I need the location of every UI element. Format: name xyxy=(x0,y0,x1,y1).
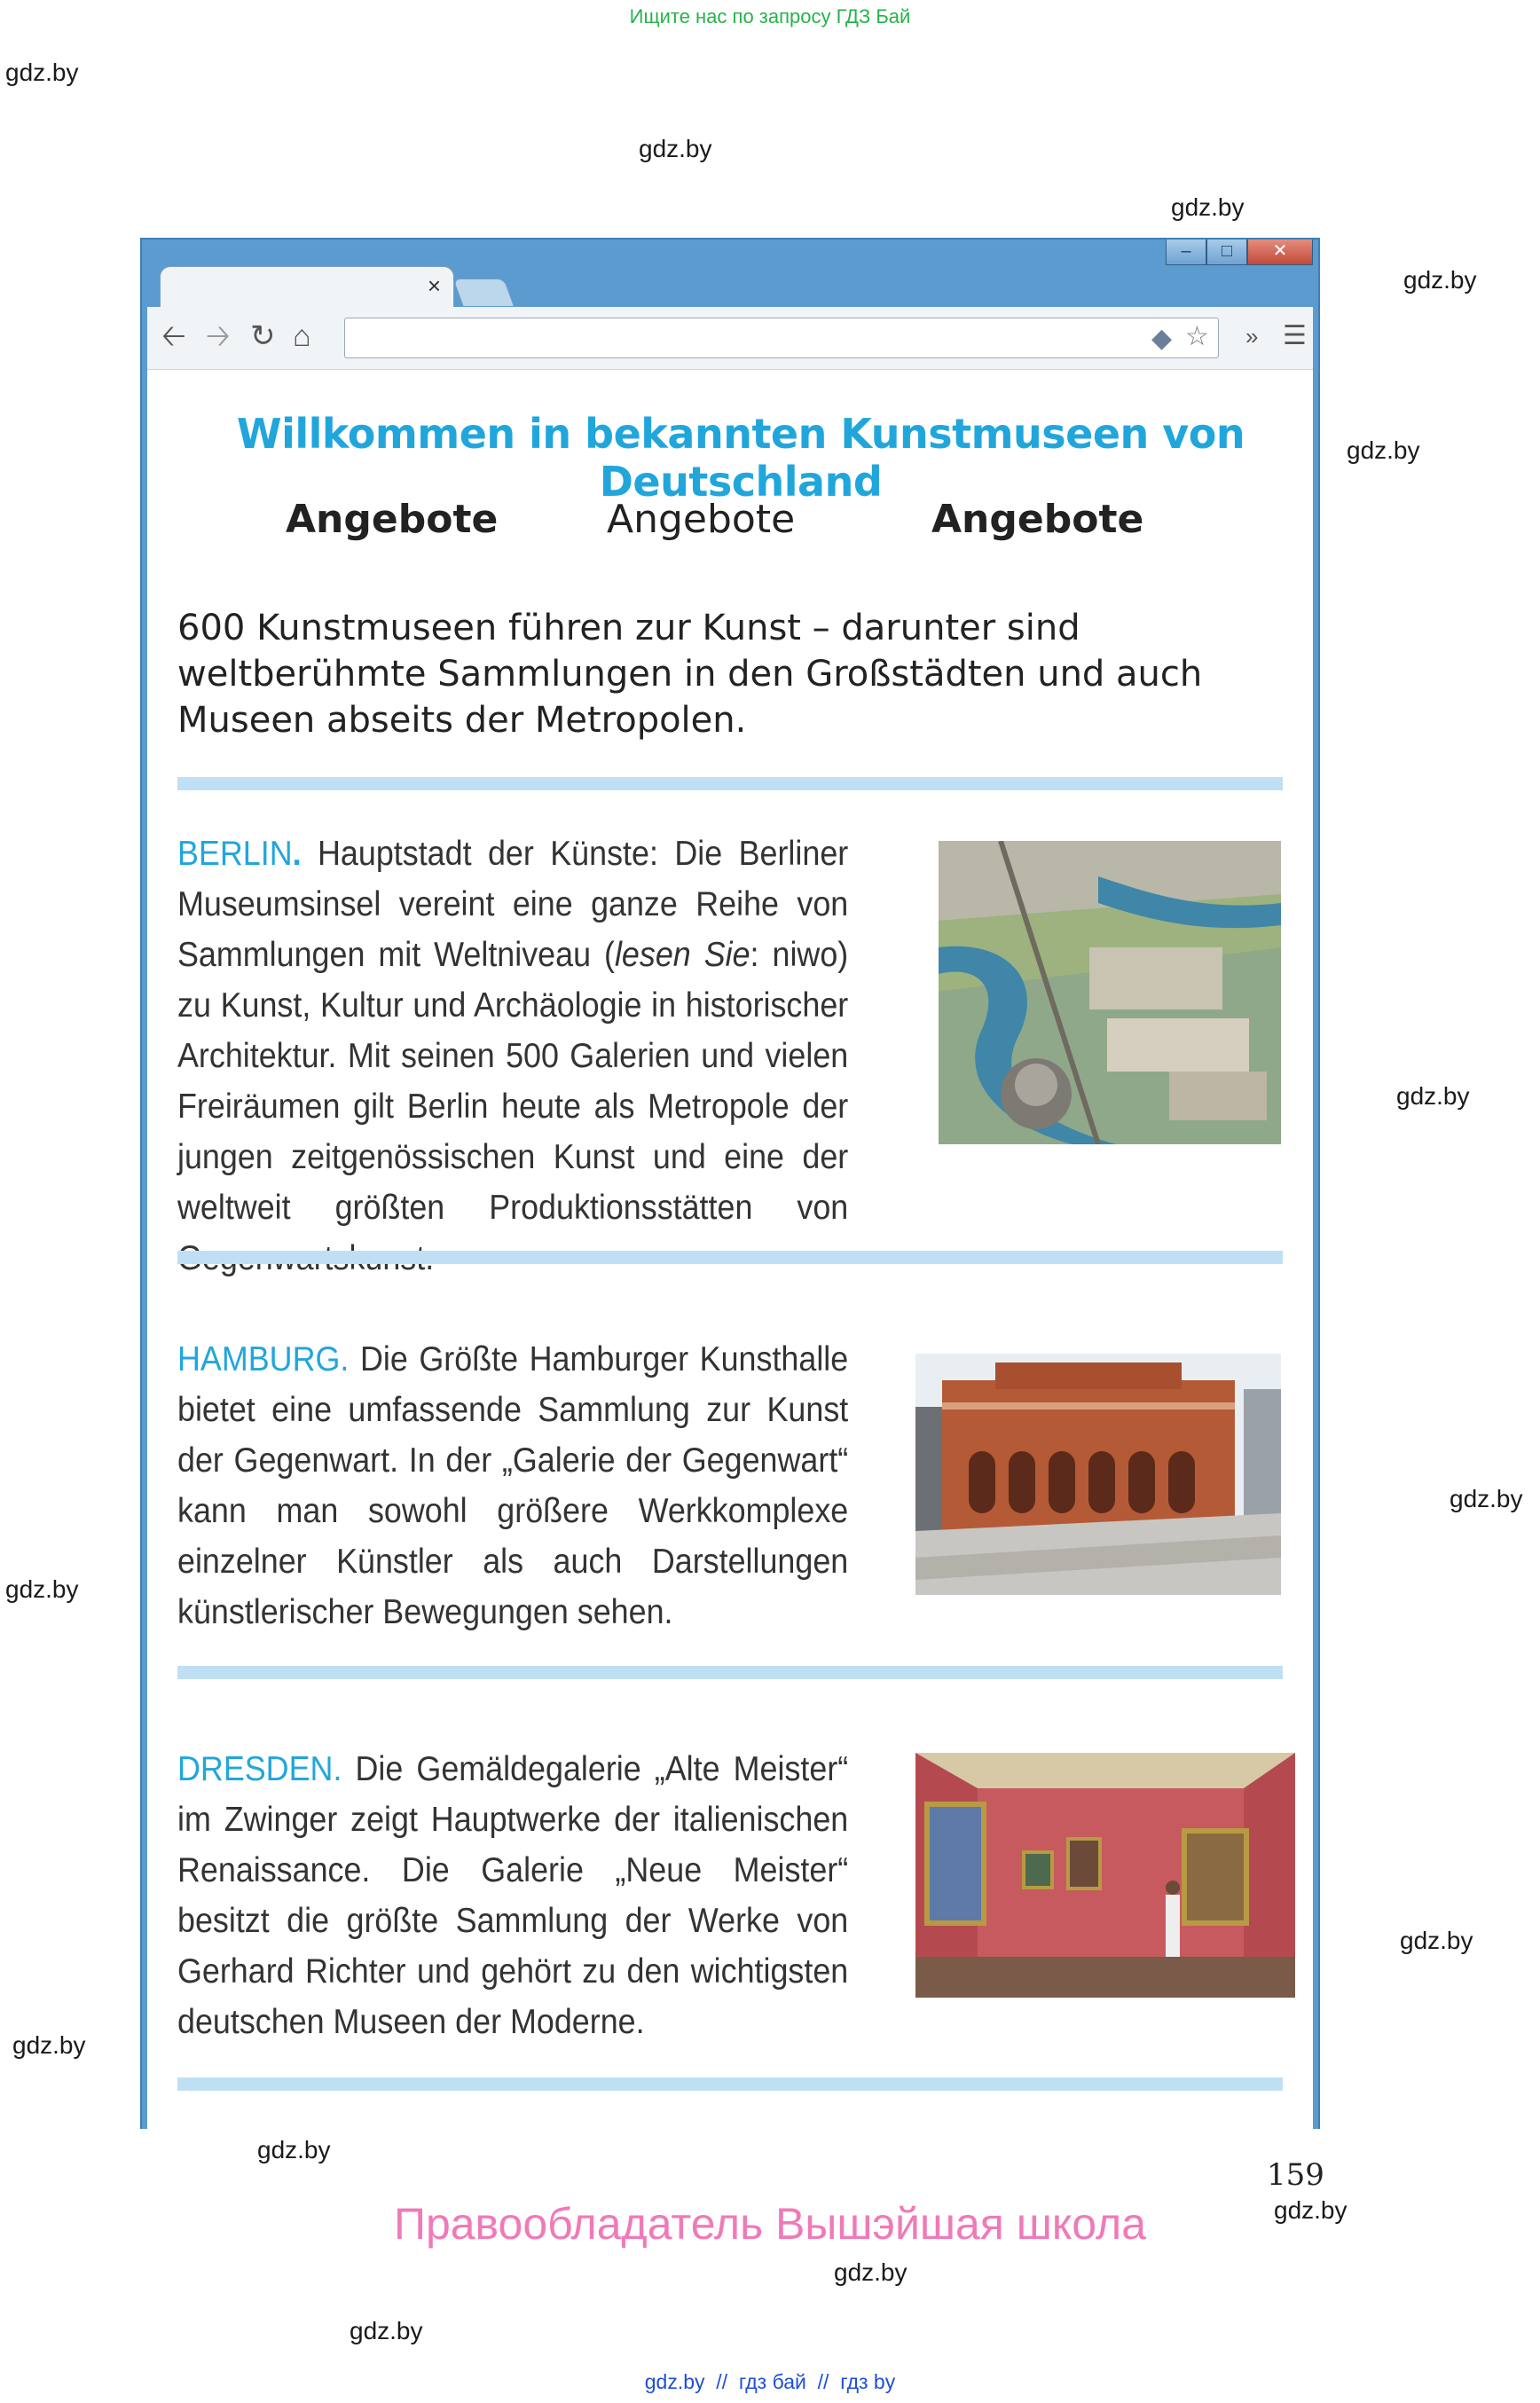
watermark: gdz.by xyxy=(1171,193,1245,221)
maximize-icon[interactable]: □ xyxy=(1206,240,1247,265)
star-icon[interactable]: ☆ xyxy=(1185,322,1209,351)
watermark: gdz.by xyxy=(5,1575,79,1603)
offer-link[interactable]: Angebote xyxy=(607,497,796,542)
browser-tab[interactable] xyxy=(160,266,454,308)
aerial-photo-museum-island-berlin xyxy=(939,841,1281,1144)
watermark: gdz.by xyxy=(5,59,79,86)
top-notice: Ищите нас по запросу ГДЗ Бай xyxy=(629,5,911,27)
minimize-icon[interactable]: – xyxy=(1166,240,1206,265)
chevron-more-icon[interactable]: » xyxy=(1245,323,1259,349)
watermark: gdz.by xyxy=(12,2031,86,2059)
address-bar[interactable] xyxy=(344,318,1219,358)
watermark: gdz.by xyxy=(1274,2196,1348,2224)
footer-links: gdz.by // гдз бай // гдз by xyxy=(644,2370,896,2393)
close-icon[interactable]: × xyxy=(427,272,441,299)
close-icon[interactable]: ✕ xyxy=(1247,240,1313,265)
section-divider xyxy=(177,1251,1283,1264)
berlin-paragraph xyxy=(177,828,848,1284)
watermark: gdz.by xyxy=(1400,1927,1473,1954)
section-divider xyxy=(177,777,1283,790)
watermark: gdz.by xyxy=(1403,266,1477,294)
offer-link[interactable]: Angebote xyxy=(286,497,499,542)
section-divider xyxy=(177,2077,1283,2091)
browser-toolbar xyxy=(147,307,1313,370)
menu-icon[interactable]: ☰ xyxy=(1283,321,1307,350)
city-name: BERLIN xyxy=(177,835,293,873)
dresden-paragraph xyxy=(177,1744,848,2047)
new-tab-button[interactable] xyxy=(452,279,514,306)
watermark: gdz.by xyxy=(1396,1082,1470,1110)
page-number: 159 xyxy=(1267,2157,1324,2193)
intro-paragraph: 600 Kunstmuseen führen zur Kunst – darunter sind weltberühmte Sammlungen in den Großstädten und auch Museen abseits der Metropolen. xyxy=(177,608,1203,741)
reload-icon[interactable]: ↻ xyxy=(250,319,276,353)
section-text: : niwo) zu Kunst, Kultur und Archäologie in historischer Architektur. Mit seinen 500 Galerien und vielen Freiräumen gilt Berlin heute als Metropole der jungen zeitgenössischen Kunst und eine der weltweit größten Produktionsstätten von xyxy=(177,936,849,1227)
watermark: gdz.by xyxy=(834,2258,908,2286)
section-text: Die Größte Hamburger Kunsthalle bietet eine umfassende Sammlung zur Kunst der Gegenwart. In der „Galerie der Gegenwart“ kann man sowohl größere Werkkomplexe einzelner Künstler als auch Darstellungen künstlerischer Bewegungen sehen. xyxy=(177,1340,849,1631)
section-text: Die Gemäldegalerie „Alte Meister“ im Zwinger zeigt Hauptwerke der italienischen Renaissance. Die Galerie „Neue Meister“ besitzt die größte Sammlung der Werke von Gerhard Richter und gehört zu den wichtigsten deutschen Museen der Moderne. xyxy=(177,1750,849,2041)
photo-dresden-gallery-interior xyxy=(915,1753,1295,1998)
watermark: gdz.by xyxy=(350,2317,423,2344)
watermark: gdz.by xyxy=(1347,436,1420,464)
forward-arrow-icon[interactable]: 🡢 xyxy=(206,319,231,353)
watermark: gdz.by xyxy=(1450,1485,1523,1512)
window-controls xyxy=(1166,240,1313,266)
extension-icon[interactable]: ◆ xyxy=(1151,324,1173,353)
hamburg-paragraph xyxy=(177,1334,848,1637)
page-title: Willkommen in bekannten Kunstmuseen von Deutschland xyxy=(236,410,1245,506)
section-text: Hauptstadt der Künste: Die Berliner Museumsinsel vereint eine ganze Reihe von Sammlungen mit Weltniveau ( xyxy=(177,835,849,974)
back-arrow-icon[interactable]: 🡠 xyxy=(161,319,186,353)
city-name-suffix: . xyxy=(292,835,302,873)
city-name: HAMBURG. xyxy=(177,1340,350,1378)
offer-link[interactable]: Angebote xyxy=(931,497,1144,542)
photo-hamburger-kunsthalle xyxy=(915,1354,1281,1595)
watermark: gdz.by xyxy=(257,2136,331,2163)
home-icon[interactable]: ⌂ xyxy=(293,319,311,353)
copyright-notice: Правообладатель Вышэйшая школа xyxy=(394,2199,1146,2249)
section-divider xyxy=(177,1666,1283,1679)
city-name: DRESDEN. xyxy=(177,1750,342,1788)
watermark: gdz.by xyxy=(639,135,712,162)
section-text-italic: lesen Sie xyxy=(614,936,750,974)
